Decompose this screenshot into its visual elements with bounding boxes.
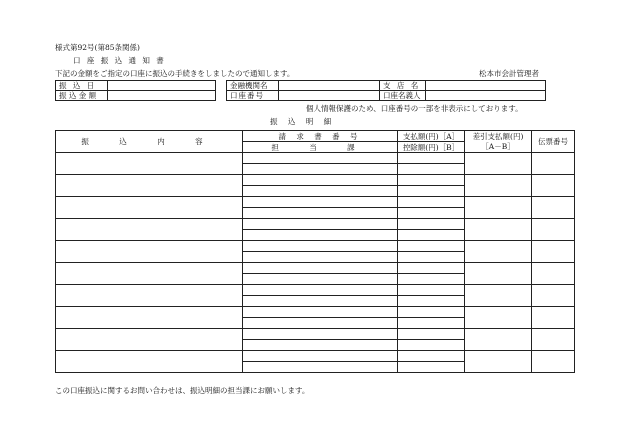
transfer-date-label: 振 込 日 [56,81,108,91]
deduction-amount-cell [398,164,465,175]
net-payment-cell [465,197,532,219]
slip-number-cell [532,307,575,329]
deduction-amount-cell [398,340,465,351]
department-cell [243,318,398,329]
department-cell [243,164,398,175]
net-formula-header: ［A－B］ [465,142,532,153]
payment-amount-cell [398,197,465,208]
notice-text: 下記の金額をご指定の口座に振込の手続きをしましたので通知します。 [55,69,295,78]
department-cell [243,208,398,219]
invoice-number-header: 請 求 書 番 号 [243,131,398,142]
account-info-table [226,80,546,101]
slip-number-cell [532,219,575,241]
deduction-amount-cell [398,362,465,373]
department-cell [243,252,398,263]
invoice-number-cell [243,197,398,208]
content-cell [56,197,243,219]
content-cell [56,285,243,307]
table-row [56,307,575,318]
payment-amount-cell [398,329,465,340]
content-cell [56,153,243,175]
invoice-number-cell [243,351,398,362]
table-row [56,241,575,252]
deduction-amount-cell [398,318,465,329]
net-payment-cell [465,241,532,263]
department-cell [243,340,398,351]
transfer-amount-value [108,91,216,101]
deduction-amount-cell [398,274,465,285]
net-payment-cell [465,329,532,351]
payment-amount-cell [398,263,465,274]
payment-amount-cell [398,285,465,296]
slip-number-header: 伝票番号 [532,131,575,153]
deduction-amount-header: 控除額(円)［B］ [398,142,465,153]
invoice-number-cell [243,241,398,252]
content-cell [56,241,243,263]
invoice-number-cell [243,153,398,164]
payment-amount-cell [398,219,465,230]
payment-amount-cell [398,241,465,252]
department-cell [243,186,398,197]
department-header: 担 当 課 [243,142,398,153]
content-cell [56,351,243,373]
details-title: 振 込 明 細 [270,117,336,126]
slip-number-cell [532,285,575,307]
table-row [56,153,575,164]
document-title: 口 座 振 込 通 知 書 [73,56,166,65]
invoice-number-cell [243,285,398,296]
table-row [56,219,575,230]
department-cell [243,230,398,241]
payment-amount-cell [398,153,465,164]
table-row [56,329,575,340]
payment-amount-cell [398,351,465,362]
slip-number-cell [532,175,575,197]
branch-name-label: 支 店 名 [380,81,426,91]
branch-name-value [426,81,546,91]
account-number-value [279,91,380,101]
bank-name-label: 金融機関名 [227,81,279,91]
invoice-number-cell [243,329,398,340]
invoice-number-cell [243,307,398,318]
transfer-date-value [108,81,216,91]
slip-number-cell [532,153,575,175]
department-cell [243,274,398,285]
privacy-note: 個人情報保護のため、口座番号の一部を非表示にしております。 [306,104,523,113]
content-cell [56,219,243,241]
net-payment-cell [465,175,532,197]
slip-number-cell [532,263,575,285]
table-row [56,285,575,296]
table-row [56,263,575,274]
payment-amount-header: 支払額(円)［A］ [398,131,465,142]
transfer-amount-label: 振 込 金 額 [56,91,108,101]
deduction-amount-cell [398,230,465,241]
content-header: 振 込 内 容 [56,131,243,153]
transfer-info-table [55,80,216,101]
department-cell [243,362,398,373]
content-cell [56,307,243,329]
invoice-number-cell [243,175,398,186]
invoice-number-cell [243,263,398,274]
bank-name-value [279,81,380,91]
net-payment-cell [465,263,532,285]
net-payment-cell [465,285,532,307]
slip-number-cell [532,241,575,263]
issuer-name: 松本市会計管理者 [479,69,539,78]
form-number: 様式第92号(第85条関係) [55,43,140,52]
account-holder-label: 口座名義人 [380,91,426,101]
payment-amount-cell [398,307,465,318]
invoice-number-cell [243,219,398,230]
net-payment-cell [465,219,532,241]
account-number-label: 口座番号 [227,91,279,101]
slip-number-cell [532,197,575,219]
deduction-amount-cell [398,186,465,197]
deduction-amount-cell [398,296,465,307]
department-cell [243,296,398,307]
transfer-details-table [55,130,575,373]
net-payment-header: 差引支払額(円) [465,131,532,142]
net-payment-cell [465,307,532,329]
deduction-amount-cell [398,208,465,219]
content-cell [56,329,243,351]
slip-number-cell [532,329,575,351]
content-cell [56,175,243,197]
deduction-amount-cell [398,252,465,263]
payment-amount-cell [398,175,465,186]
footer-text: この口座振込に関するお問い合わせは、振込明細の担当課にお願いします。 [55,386,310,395]
table-row [56,197,575,208]
content-cell [56,263,243,285]
net-payment-cell [465,351,532,373]
account-holder-value [426,91,546,101]
table-row [56,351,575,362]
slip-number-cell [532,351,575,373]
net-payment-cell [465,153,532,175]
table-row [56,175,575,186]
